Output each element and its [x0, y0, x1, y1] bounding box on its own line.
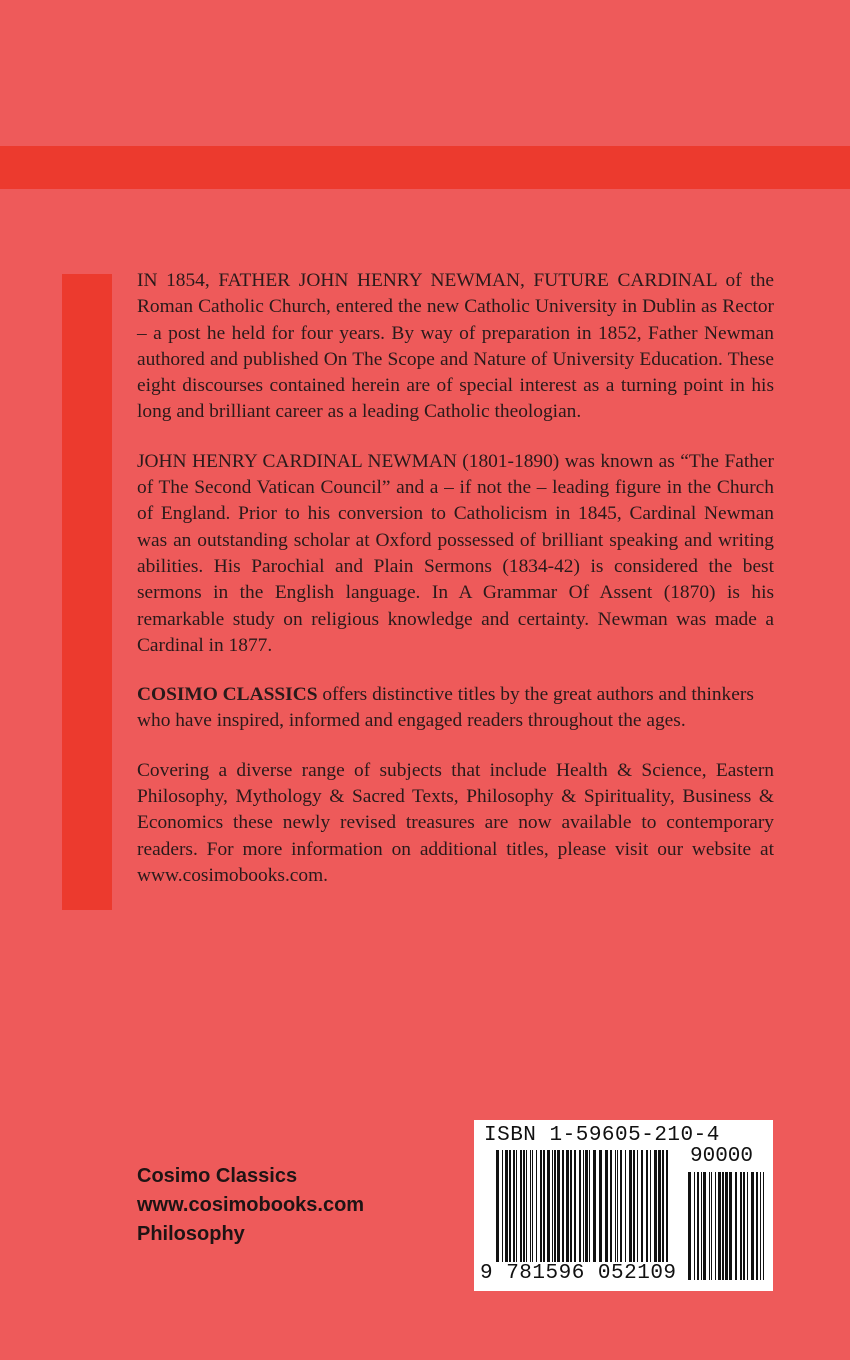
barcode-bar: [715, 1172, 716, 1280]
barcode-bar: [629, 1150, 632, 1262]
barcode-bar: [654, 1150, 657, 1262]
barcode-bar: [583, 1150, 584, 1262]
barcode-bar: [526, 1150, 527, 1262]
barcode-bar: [756, 1172, 758, 1280]
barcode-bar: [722, 1172, 724, 1280]
barcode-bar: [763, 1172, 764, 1280]
barcode-bar: [579, 1150, 581, 1262]
barcode-bar: [536, 1150, 537, 1262]
top-color-band: [0, 146, 850, 189]
barcode-bar: [599, 1150, 602, 1262]
barcode-bar: [530, 1150, 531, 1262]
blurb-paragraph-closing: Covering a diverse range of subjects that include Health & Science, Eastern Philosophy, Mythology & Sacred Texts, Philosophy & Spirituality, Business & Economics these newly revised treasures are now available to contemporary readers. For more information on additional titles, please visit our website at www.cosimobooks.com.: [137, 759, 774, 886]
barcode-bar: [554, 1150, 556, 1262]
barcode-bar: [637, 1150, 638, 1262]
barcode-bar: [585, 1150, 588, 1262]
barcode-bar: [617, 1150, 618, 1262]
barcode-bar: [662, 1150, 664, 1262]
barcode-bar: [735, 1172, 737, 1280]
ean-digits: 9 781596 052109: [480, 1262, 677, 1285]
barcode-bar: [633, 1150, 635, 1262]
barcode-bar: [718, 1172, 721, 1280]
imprint-website: www.cosimobooks.com: [137, 1194, 365, 1216]
barcode-bar: [743, 1172, 745, 1280]
barcode-bar: [688, 1172, 691, 1280]
price-code-label: 90000: [690, 1145, 754, 1168]
barcode-bar: [666, 1150, 668, 1262]
back-cover-blurb: [137, 268, 774, 912]
blurb-paragraph-biography: JOHN HENRY CARDINAL NEWMAN (1801-1890) was known as “The Father of The Second Vatican Council” and a – if not the – leading figure in the Church of England. Prior to his conversion to Catholicism in 1845, Cardinal Newman was an outstanding scholar at Oxford possessed of brilliant speaking and writing abilities. His Parochial and Plain Sermons (1834-42) is considered the best sermons in the English language. In A Grammar Of Assent (1870) is his remarkable study on religious knowledge and certainty. Newman was made a Cardinal in 1877.: [137, 450, 774, 656]
barcode-bar: [552, 1150, 553, 1262]
isbn-barcode: [474, 1120, 773, 1291]
barcode-bar: [574, 1150, 576, 1262]
barcode-bar: [543, 1150, 545, 1262]
barcode-bar: [658, 1150, 661, 1262]
barcode-bar: [711, 1172, 712, 1280]
barcode-bar: [729, 1172, 732, 1280]
barcode-bar: [740, 1172, 742, 1280]
barcode-bar: [747, 1172, 748, 1280]
barcode-bar: [589, 1150, 590, 1262]
barcode-bar: [566, 1150, 569, 1262]
barcode-bar: [532, 1150, 533, 1262]
barcode-bar: [620, 1150, 622, 1262]
barcode-bar: [562, 1150, 564, 1262]
barcode-bar: [516, 1150, 517, 1262]
barcode-bar: [760, 1172, 761, 1280]
barcode-bar: [547, 1150, 550, 1262]
barcode-bar: [703, 1172, 706, 1280]
blurb-paragraph-publisher: [137, 682, 774, 735]
barcode-bar: [520, 1150, 522, 1262]
barcode-bar: [496, 1150, 499, 1262]
barcode-bar: [615, 1150, 616, 1262]
barcode-bar: [523, 1150, 525, 1262]
barcode-bar: [557, 1150, 560, 1262]
imprint-publisher: Cosimo Classics: [137, 1165, 298, 1187]
publisher-description: offers distinctive titles by the great authors and thinkers who have inspired, informed and engaged readers throughout the ages.: [137, 684, 754, 732]
blurb-paragraph-intro: IN 1854, FATHER JOHN HENRY NEWMAN, FUTURE CARDINAL of the Roman Catholic Church, entered the new Catholic University in Dublin as Rector – a post he held for four years. By way of preparation in 1852, Father Newman authored and published On The Scope and Nature of University Education. These eight discourses contained herein are of special interest as a turning point in his long and brilliant career as a leading Catholic theologian.: [137, 270, 774, 423]
barcode-bar: [505, 1150, 508, 1262]
publisher-brand-name: COSIMO CLASSICS: [137, 684, 318, 706]
barcode-bar: [605, 1150, 608, 1262]
barcode-bar: [509, 1150, 511, 1262]
barcode-bar: [540, 1150, 542, 1262]
isbn-label: ISBN 1-59605-210-4: [484, 1124, 720, 1147]
barcode-bar: [646, 1150, 648, 1262]
barcode-bar: [701, 1172, 702, 1280]
barcode-bar: [610, 1150, 612, 1262]
imprint-block: [137, 1162, 364, 1249]
barcode-bar: [725, 1172, 728, 1280]
barcode-bar: [697, 1172, 699, 1280]
barcode-bar: [694, 1172, 695, 1280]
side-accent-bar: [62, 274, 112, 910]
barcode-bar: [641, 1150, 643, 1262]
barcode-bar: [570, 1150, 572, 1262]
barcode-bar: [513, 1150, 515, 1262]
barcode-bar: [650, 1150, 651, 1262]
barcode-bar: [593, 1150, 596, 1262]
barcode-bar: [502, 1150, 503, 1262]
barcode-bar: [625, 1150, 626, 1262]
imprint-category: Philosophy: [137, 1223, 245, 1245]
barcode-bar: [709, 1172, 710, 1280]
barcode-bar: [751, 1172, 754, 1280]
